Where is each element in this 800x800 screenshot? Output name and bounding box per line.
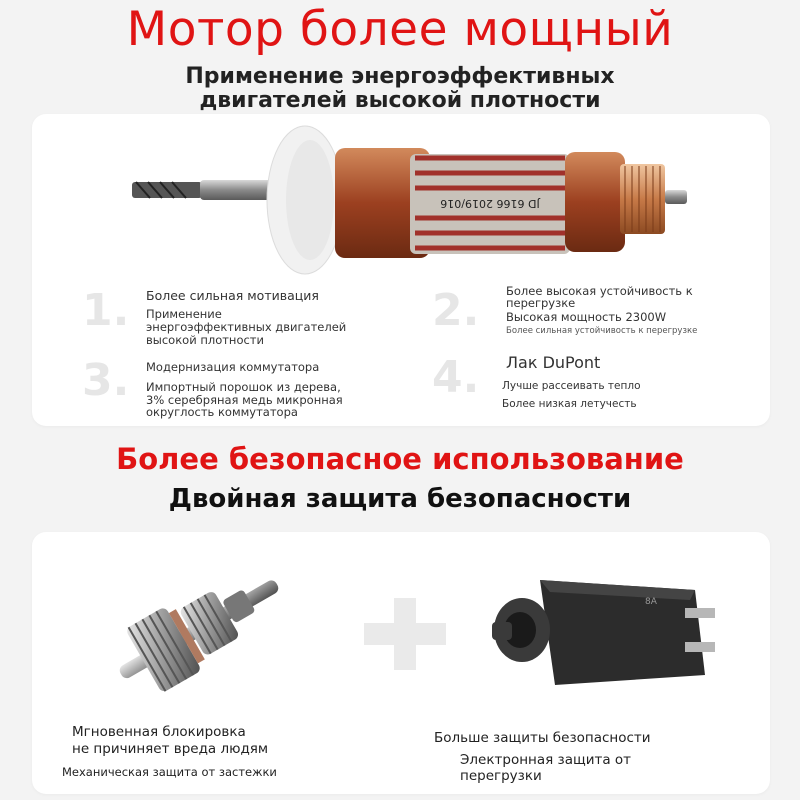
feature-1-desc-3: высокой плотности [146, 333, 264, 347]
commutator [620, 164, 665, 234]
left-note: Механическая защита от застежки [62, 765, 277, 779]
subtitle-line-2: двигателей высокой плотности [199, 88, 601, 113]
feature-2-title-2: перегрузке [506, 296, 576, 310]
left-caption-1: Мгновенная блокировка [72, 724, 246, 740]
gear-image [100, 556, 300, 706]
feature-2-title-1: Более высокая устойчивость к [506, 284, 693, 298]
feature-3-number: 3. [82, 355, 130, 406]
armature-image [120, 118, 700, 278]
feature-1-desc-1: Применение [146, 307, 222, 321]
fan-hub [286, 140, 334, 260]
right-note-2: перегрузки [460, 768, 542, 784]
plus-icon [360, 594, 450, 674]
right-note-1: Электронная защита от [460, 752, 632, 768]
safety-subtitle: Двойная защита безопасности [168, 484, 632, 514]
feature-4-desc-1: Лучше рассеивать тепло [502, 380, 641, 392]
protector-button [492, 598, 550, 662]
feature-3-desc-2: 3% серебряная медь микронная [146, 393, 343, 407]
right-caption: Больше защиты безопасности [434, 730, 651, 746]
feature-3-title: Модернизация коммутатора [146, 360, 320, 374]
feature-3-desc-3: округлость коммутатора [146, 405, 298, 419]
protector-label: 8A [645, 597, 657, 607]
armature-label: JD 6166 2019/016 [440, 197, 540, 210]
feature-4-title: Лак DuPont [506, 353, 601, 372]
feature-2-number: 2. [432, 285, 480, 336]
feature-2-note: Более сильная устойчивость к перегрузке [506, 326, 698, 336]
feature-1-desc-2: энергоэффективных двигателей [146, 320, 347, 334]
feature-3-desc-1: Импортный порошок из дерева, [146, 380, 341, 394]
feature-2-desc: Высокая мощность 2300W [506, 310, 667, 324]
feature-4-number: 4. [432, 352, 480, 403]
feature-1-number: 1. [82, 285, 130, 336]
shaft-end [665, 190, 687, 204]
feature-1-title: Более сильная мотивация [146, 288, 319, 303]
page-title: Мотор более мощный [126, 2, 674, 57]
feature-4-desc-2: Более низкая летучесть [502, 398, 637, 410]
subtitle-line-1: Применение энергоэффективных [185, 64, 615, 89]
left-caption-2: не причиняет вреда людям [72, 741, 269, 757]
protector-body [540, 580, 715, 685]
safety-title: Более безопасное использование [116, 442, 684, 476]
overload-protector-image [470, 560, 730, 710]
windings-right [565, 152, 625, 252]
